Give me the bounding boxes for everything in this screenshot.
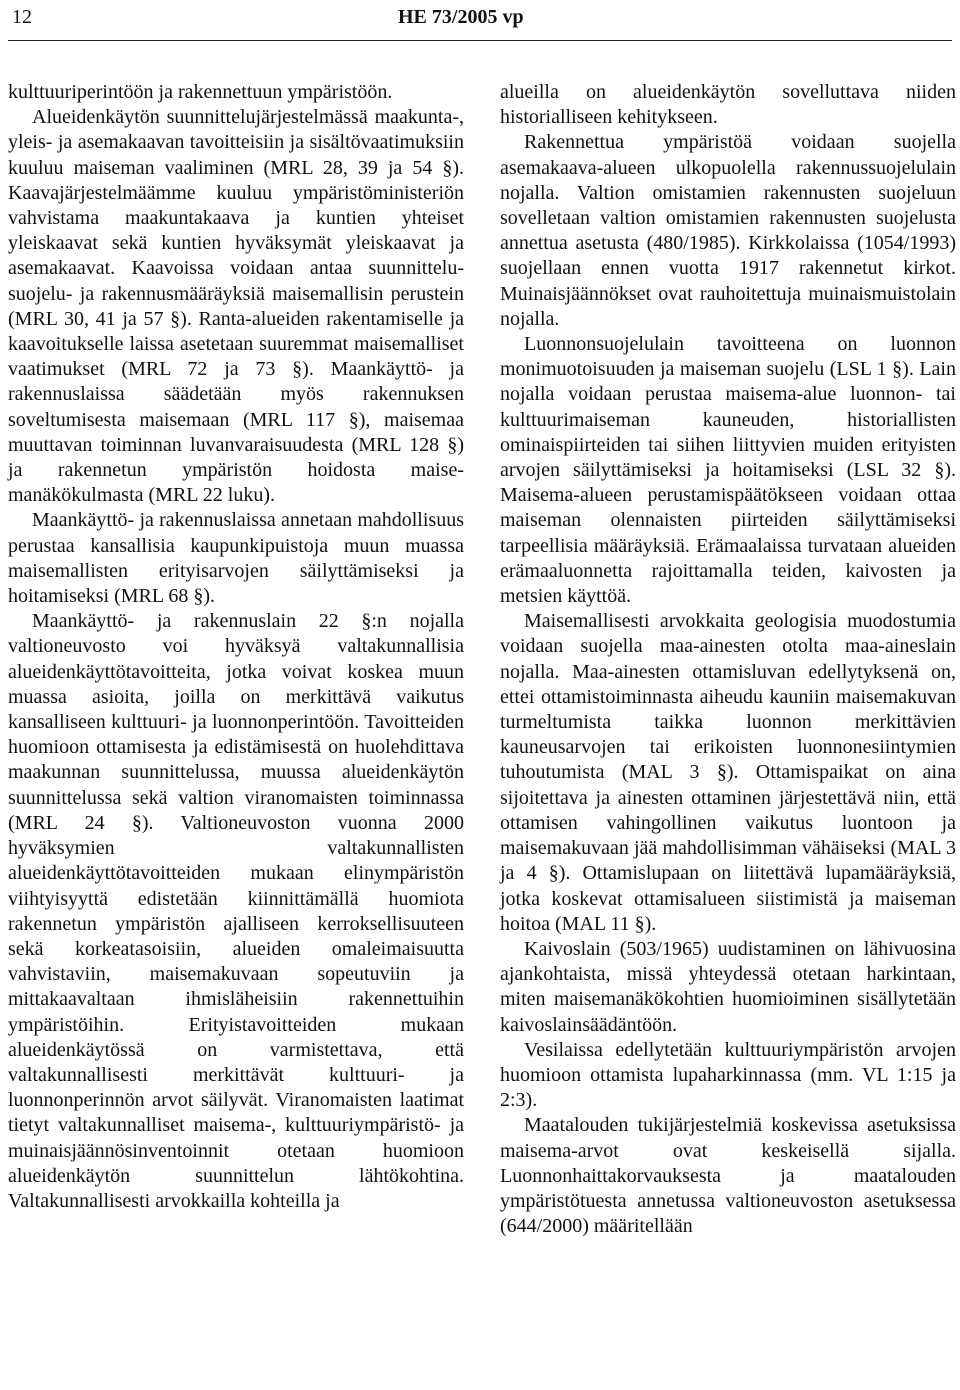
- paragraph: kulttuuriperintöön ja rakennettuun ympäristöön.: [8, 81, 393, 103]
- paragraph: Rakennettua ympäristöä voidaan suojella asemakaava-alueen ulkopuolella rakennussuojelulain nojalla. Valtion omistamien rakennusten suojeluun sovelletaan valtion omistamien rakennusten suojelusta annettua asetusta (480/1985). Kirkkolaissa (1054/1993) suojellaan ennen vuotta 1917 rakennetut kirkot. Muinaisjäännökset ovat rauhoitettuja muinaismuistolain nojalla.: [500, 131, 956, 330]
- paragraph: Alueidenkäytön suunnittelujärjestelmässä maakunta-, yleis- ja asemakaavan tavoitteisiin ja sisältövaatimuksiin kuuluu maiseman vaaliminen (MRL 28, 39 ja 54 §). Kaavajärjestelmäämme kuuluu ympäristöministeriön vahvistama maakuntakaava ja kuntien yhteiset yleiskaavat sekä kuntien hyväksymät yleiskaavat ja asemakaavat. Kaavoissa voidaan antaa suunnittelu- suojelu- ja rakennusmääräyksiä maisemallisin perustein (MRL 30, 41 ja 57 §). Ranta-alueiden rakentamiselle ja kaavoitukselle laissa asetetaan suuremmat maisemalliset vaatimukset (MRL 72 ja 73 §). Maankäyttö- ja rakennuslaissa säädetään myös rakennuksen soveltumisesta maisemaan (MRL 117 §), maisemaa muuttavan toiminnan luvanvaraisuudesta (MRL 128 §) ja rakennetun ympäristön hoidosta maisemanäkökulmasta (MRL 22 luku).: [8, 106, 464, 507]
- paragraph: Maisemallisesti arvokkaita geologisia muodostumia voidaan suojella maa-ainesten otolta maa-aineslain nojalla. Maa-ainesten ottamisluvan edellytyksenä on, ettei ottamistoiminnasta aiheudu kauniin maisemakuvan turmeltumista taikka luonnon merkittävien kauneusarvojen tai erikoisten luonnonesiintymien tuhoutumista (MAL 3 §). Ottamispaikat on aina sijoitettava ja ainesten ottaminen järjestettävä niin, että ottamisen vahingollinen vaikutus luontoon ja maisemakuvaan jää mahdollisimman vähäiseksi (MAL 3 ja 4 §). Ottamislupaan on liitettävä lupamääräyksiä, jotka koskevat ottamisalueen siistimistä ja maiseman hoitoa (MAL 11 §).: [500, 610, 956, 935]
- paragraph: Vesilaissa edellytetään kulttuuriympäristön arvojen huomioon ottamista lupaharkinnassa (mm. VL 1:15 ja 2:3).: [500, 1038, 956, 1112]
- paragraph: Kaivoslain (503/1965) uudistaminen on lähivuosina ajankohtaista, missä yhteydessä otetaan harkintaan, miten maisemanäkökohtien huomioiminen sisällytetään kaivoslainsäädäntöön.: [500, 937, 956, 1036]
- header-rule: [8, 40, 952, 41]
- document-id: HE 73/2005 vp: [398, 6, 524, 28]
- paragraph: Maatalouden tukijärjestelmiä koskevissa asetuksissa maisema-arvot ovat keskeisellä sijalla. Luonnonhaittakorvauksesta ja maatalouden ympäristötuesta annetussa valtioneuvoston asetuksessa (644/2000) määritellään: [500, 1114, 956, 1238]
- paragraph: alueilla on alueidenkäytön sovelluttava niiden historialliseen kehitykseen.: [500, 81, 956, 129]
- page-header: [0, 0, 960, 46]
- right-column: [500, 80, 956, 1239]
- paragraph: Maankäyttö- ja rakennuslain 22 §:n nojalla valtioneuvosto voi hyväksyä valtakunnallisia alueidenkäyttötavoitteita, jotka voivat koskea muun muassa asioita, joilla on merkittävä vaikutus kansalliseen kulttuuri- ja luonnonperintöön. Tavoitteiden huomioon ottamisesta ja edistämisestä on huolehdittava maakunnan suunnittelussa, muussa alueidenkäytön suunnittelussa sekä valtion viranomaisten toiminnassa (MRL 24 §). Valtioneuvoston vuonna 2000 hyväksymien valtakunnallisten alueidenkäyttötavoitteiden mukaan elinympäristön viihtyisyyttä edistetään kiinnittämällä huomiota rakennetun ympäristön ajalliseen kerroksellisuuteen sekä korkeatasoisiin, alueiden omaleimaisuutta vahvistaviin, maisemakuvaan sopeutuviin ja mittakaavaltaan ihmisläheisiin rakennettuihin ympäristöihin. Erityistavoitteiden mukaan alueidenkäytössä on varmistettava, että valtakunnallisesti merkittävät kulttuuri- ja luonnonperinnön arvot säilyvät. Viranomaisten laatimat tietyt valtakunnalliset maisema-, kulttuuriympäristö- ja muinaisjäännösinventoinnit otetaan huomioon alueidenkäytön suunnittelun lähtökohtina. Valtakunnallisesti arvokkailla kohteilla ja: [8, 610, 464, 1212]
- left-column: [8, 80, 464, 1214]
- paragraph: Luonnonsuojelulain tavoitteena on luonnon monimuotoisuuden ja maiseman suojelu (LSL 1 §). Lain nojalla voidaan perustaa maisema-alue luonnon- tai kulttuurimaiseman kauneuden, historiallisten ominaispiirteiden tai siihen liittyvien muiden erityisten arvojen säilyttämiseksi ja hoitamiseksi (LSL 32 §). Maisema-alueen perustamispäätökseen voidaan ottaa maiseman olennaisten piirteiden säilyttämiseksi tarpeellisia määräyksiä. Erämaalaissa turvataan alueiden erämaaluonnetta rajoittamalla teiden, kaivosten ja metsien käyttöä.: [500, 333, 956, 608]
- paragraph: Maankäyttö- ja rakennuslaissa annetaan mahdollisuus perustaa kansallisia kaupunkipuistoja muun muassa maisemallisten erityisarvojen säilyttämiseksi ja hoitamiseksi (MRL 68 §).: [8, 509, 464, 608]
- page-number: 12: [12, 6, 32, 28]
